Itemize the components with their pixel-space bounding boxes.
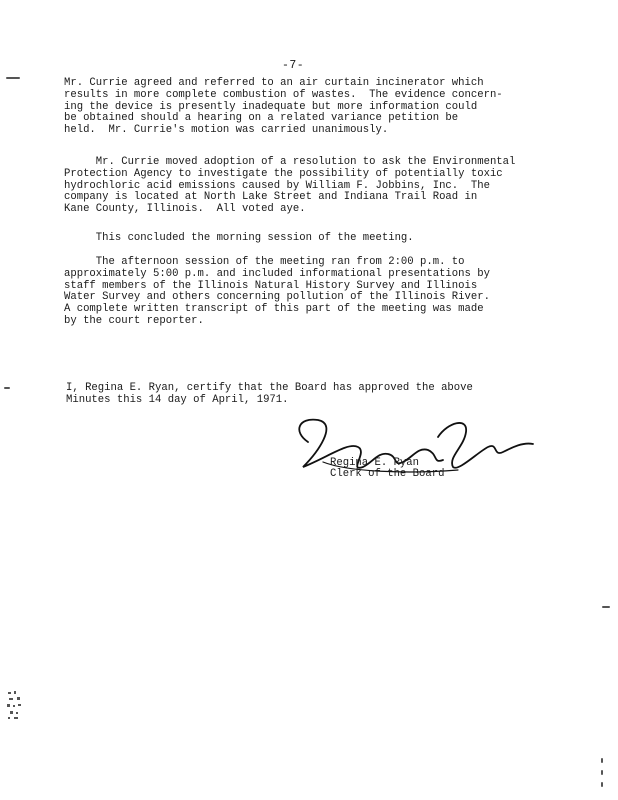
scan-mark-left-top	[6, 77, 20, 79]
paragraph-afternoon-session: The afternoon session of the meeting ran from 2:00 p.m. to approximately 5:00 p.m. and included informational presentations by staff members of the Illinois Natural History Survey and Illinois Water Survey and others concerning pollution of the Illinois River. A complete written transcript of this part of the meeting was made by the court reporter.	[64, 256, 490, 327]
handwritten-signature	[288, 412, 548, 492]
scan-mark-right-mid	[602, 606, 610, 608]
scan-mark-right-bottom-2	[601, 770, 603, 775]
signatory-name: Regina E. Ryan	[330, 457, 420, 469]
scan-mark-right-bottom-3	[601, 782, 603, 787]
certification-statement: I, Regina E. Ryan, certify that the Board has approved the above Minutes this 14 day of April, 1971.	[66, 382, 473, 406]
scan-mark-left-mid	[4, 387, 10, 389]
paragraph-air-curtain: Mr. Currie agreed and referred to an air curtain incinerator which results in more complete combustion of wastes. The evidence concern- ing the device is presently inadequate but more information could be obtained should a hearing on a related variance petition be held. Mr. Currie's motion was carried unanimously.	[64, 77, 503, 137]
paragraph-resolution: Mr. Currie moved adoption of a resolution to ask the Environmental Protection Agency to investigate the possibility of potentially toxic hydrochloric acid emissions caused by William F. Jobbins, Inc. The company is located at North Lake Street and Indiana Trail Road in Kane County, Illinois. All voted aye.	[64, 156, 516, 216]
signatory-title: Clerk of the Board	[330, 468, 445, 480]
scan-noise-left-bottom	[6, 690, 24, 722]
page-number: -7-	[282, 59, 305, 72]
paragraph-morning-session: This concluded the morning session of the meeting.	[64, 232, 414, 244]
scan-mark-right-bottom-1	[601, 758, 603, 763]
